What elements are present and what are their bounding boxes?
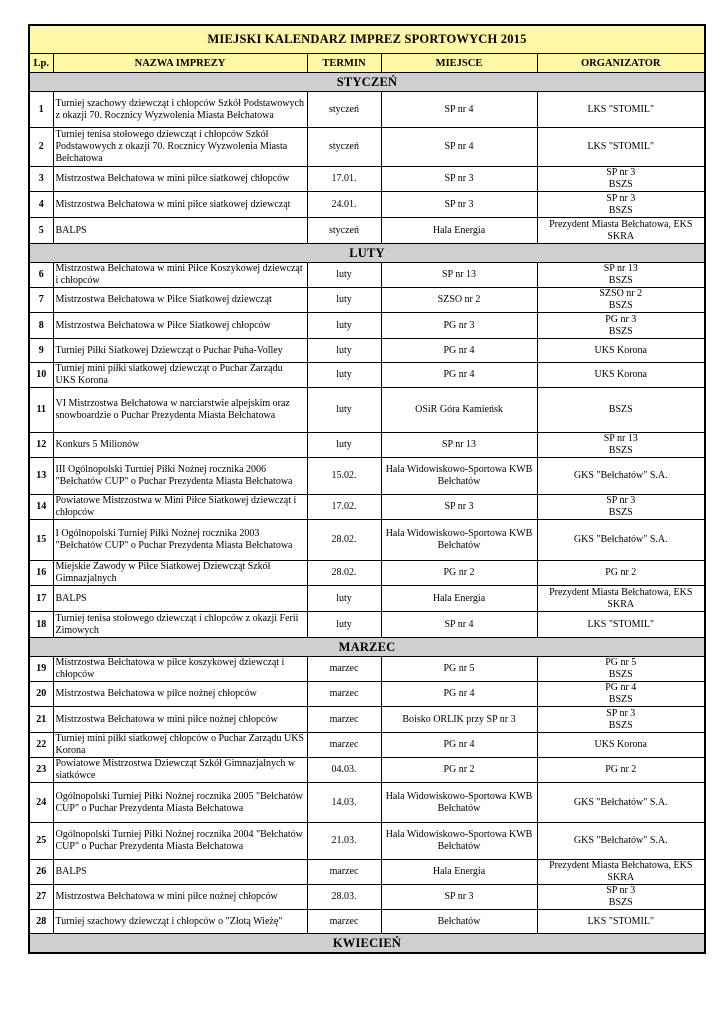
cell-place: PG nr 4	[381, 733, 537, 758]
header-term: TERMIN	[307, 54, 381, 73]
cell-event-name: Miejskie Zawody w Piłce Siatkowej Dziewcząt Szkół Gimnazjalnych	[53, 561, 307, 586]
cell-lp: 20	[29, 682, 53, 707]
cell-lp: 16	[29, 561, 53, 586]
cell-term: 28.02.	[307, 561, 381, 586]
cell-organizer: PG nr 2	[537, 561, 705, 586]
cell-event-name: Turniej mini piłki siatkowej chłopców o Puchar Zarządu UKS Korona	[53, 733, 307, 758]
document-title: MIEJSKI KALENDARZ IMPREZ SPORTOWYCH 2015	[29, 25, 705, 54]
table-row	[29, 128, 705, 167]
cell-place: Bełchatów	[381, 910, 537, 934]
cell-organizer: GKS "Bełchatów" S.A.	[537, 783, 705, 823]
cell-event-name: Ogólnopolski Turniej Piłki Nożnej rocznika 2005 "Bełchatów CUP" o Puchar Prezydenta Miasta Bełchatowa	[53, 783, 307, 823]
cell-lp: 7	[29, 288, 53, 313]
table-row	[29, 860, 705, 885]
cell-event-name: Mistrzostwa Bełchatowa w mini piłce nożnej chłopców	[53, 707, 307, 733]
table-row	[29, 218, 705, 244]
month-row	[29, 73, 705, 92]
table-row	[29, 458, 705, 495]
header-org: ORGANIZATOR	[537, 54, 705, 73]
cell-organizer: LKS "STOMIL"	[537, 612, 705, 638]
table-row	[29, 823, 705, 860]
cell-term: styczeń	[307, 218, 381, 244]
cell-place: SP nr 4	[381, 128, 537, 167]
cell-event-name: Mistrzostwa Bełchatowa w Piłce Siatkowej dziewcząt	[53, 288, 307, 313]
cell-place: PG nr 2	[381, 758, 537, 783]
cell-event-name: BALPS	[53, 586, 307, 612]
cell-event-name: Konkurs 5 Milionów	[53, 433, 307, 458]
cell-event-name: Turniej Piłki Siatkowej Dziewcząt o Puchar Puha-Volley	[53, 339, 307, 363]
cell-term: luty	[307, 363, 381, 388]
table-row	[29, 192, 705, 218]
cell-organizer: UKS Korona	[537, 733, 705, 758]
cell-event-name: Mistrzostwa Bełchatowa w piłce nożnej chłopców	[53, 682, 307, 707]
cell-term: 17.02.	[307, 495, 381, 520]
cell-lp: 3	[29, 167, 53, 192]
cell-event-name: Turniej tenisa stołowego dziewcząt i chłopców z okazji Ferii Zimowych	[53, 612, 307, 638]
cell-organizer: SP nr 3 BSZS	[537, 167, 705, 192]
cell-place: Hala Widowiskowo-Sportowa KWB Bełchatów	[381, 823, 537, 860]
cell-lp: 22	[29, 733, 53, 758]
cell-event-name: Turniej tenisa stołowego dziewcząt i chłopców Szkół Podstawowych z okazji 70. Rocznicy Wyzwolenia Miasta Bełchatowa	[53, 128, 307, 167]
cell-organizer: Prezydent Miasta Bełchatowa, EKS SKRA	[537, 586, 705, 612]
cell-event-name: Mistrzostwa Bełchatowa w mini piłce nożnej chłopców	[53, 885, 307, 910]
cell-lp: 13	[29, 458, 53, 495]
cell-organizer: BSZS	[537, 388, 705, 433]
table-row	[29, 313, 705, 339]
cell-term: marzec	[307, 707, 381, 733]
cell-organizer: SP nr 3 BSZS	[537, 495, 705, 520]
cell-place: Hala Widowiskowo-Sportowa KWB Bełchatów	[381, 520, 537, 561]
cell-place: Hala Widowiskowo-Sportowa KWB Bełchatów	[381, 458, 537, 495]
cell-place: PG nr 3	[381, 313, 537, 339]
cell-event-name: Turniej szachowy dziewcząt i chłopców o "Złotą Wieżę"	[53, 910, 307, 934]
table-row	[29, 885, 705, 910]
cell-lp: 28	[29, 910, 53, 934]
table-row	[29, 586, 705, 612]
cell-term: 14.03.	[307, 783, 381, 823]
cell-place: Hala Widowiskowo-Sportowa KWB Bełchatów	[381, 783, 537, 823]
table-row	[29, 339, 705, 363]
table-row	[29, 433, 705, 458]
cell-place: Hala Energia	[381, 860, 537, 885]
cell-place: SP nr 3	[381, 192, 537, 218]
cell-lp: 10	[29, 363, 53, 388]
cell-term: marzec	[307, 682, 381, 707]
cell-term: 21.03.	[307, 823, 381, 860]
cell-event-name: III Ogólnopolski Turniej Piłki Nożnej rocznika 2006 "Bełchatów CUP" o Puchar Prezydenta Miasta Bełchatowa	[53, 458, 307, 495]
cell-organizer: LKS "STOMIL"	[537, 910, 705, 934]
cell-lp: 6	[29, 263, 53, 288]
table-row	[29, 657, 705, 682]
table-body	[29, 73, 705, 954]
cell-organizer: GKS "Bełchatów" S.A.	[537, 520, 705, 561]
cell-lp: 21	[29, 707, 53, 733]
cell-place: SP nr 3	[381, 495, 537, 520]
cell-lp: 19	[29, 657, 53, 682]
table-row	[29, 495, 705, 520]
cell-organizer: SZSO nr 2 BSZS	[537, 288, 705, 313]
cell-event-name: Turniej szachowy dziewcząt i chłopców Szkół Podstawowych z okazji 70. Rocznicy Wyzwolenia Miasta Bełchatowa	[53, 92, 307, 128]
cell-event-name: Powiatowe Mistrzostwa w Mini Piłce Siatkowej dziewcząt i chłopców	[53, 495, 307, 520]
cell-term: 15.02.	[307, 458, 381, 495]
cell-term: 24.01.	[307, 192, 381, 218]
cell-event-name: Mistrzostwa Bełchatowa w mini piłce siatkowej dziewcząt	[53, 192, 307, 218]
cell-term: styczeń	[307, 128, 381, 167]
month-label: LUTY	[29, 244, 705, 263]
cell-organizer: GKS "Bełchatów" S.A.	[537, 458, 705, 495]
cell-organizer: SP nr 3 BSZS	[537, 192, 705, 218]
cell-term: 04.03.	[307, 758, 381, 783]
table-row	[29, 167, 705, 192]
cell-term: styczeń	[307, 92, 381, 128]
cell-lp: 8	[29, 313, 53, 339]
cell-lp: 17	[29, 586, 53, 612]
cell-term: luty	[307, 388, 381, 433]
cell-place: PG nr 2	[381, 561, 537, 586]
cell-place: Hala Energia	[381, 586, 537, 612]
header-name: NAZWA IMPREZY	[53, 54, 307, 73]
cell-event-name: BALPS	[53, 218, 307, 244]
cell-organizer: SP nr 3 BSZS	[537, 885, 705, 910]
cell-lp: 12	[29, 433, 53, 458]
cell-term: marzec	[307, 910, 381, 934]
cell-place: Boisko ORLIK przy SP nr 3	[381, 707, 537, 733]
cell-place: PG nr 5	[381, 657, 537, 682]
cell-lp: 2	[29, 128, 53, 167]
cell-lp: 24	[29, 783, 53, 823]
cell-term: luty	[307, 313, 381, 339]
table-row	[29, 707, 705, 733]
cell-organizer: GKS "Bełchatów" S.A.	[537, 823, 705, 860]
table-row	[29, 612, 705, 638]
cell-event-name: Turniej mini piłki siatkowej dziewcząt o Puchar Zarządu UKS Korona	[53, 363, 307, 388]
table-row	[29, 733, 705, 758]
cell-place: Hala Energia	[381, 218, 537, 244]
cell-term: marzec	[307, 733, 381, 758]
cell-lp: 23	[29, 758, 53, 783]
cell-term: marzec	[307, 860, 381, 885]
table-row	[29, 561, 705, 586]
month-row	[29, 934, 705, 954]
cell-organizer: Prezydent Miasta Bełchatowa, EKS SKRA	[537, 860, 705, 885]
table-row	[29, 263, 705, 288]
table-row	[29, 363, 705, 388]
month-label: KWIECIEŃ	[29, 934, 705, 954]
cell-organizer: PG nr 5 BSZS	[537, 657, 705, 682]
table-row	[29, 92, 705, 128]
cell-term: 28.03.	[307, 885, 381, 910]
cell-lp: 26	[29, 860, 53, 885]
cell-place: PG nr 4	[381, 363, 537, 388]
cell-event-name: Powiatowe Mistrzostwa Dziewcząt Szkół Gimnazjalnych w siatkówce	[53, 758, 307, 783]
cell-place: SP nr 13	[381, 433, 537, 458]
table-row	[29, 758, 705, 783]
month-label: MARZEC	[29, 638, 705, 657]
cell-place: SP nr 3	[381, 885, 537, 910]
cell-lp: 27	[29, 885, 53, 910]
cell-organizer: SP nr 13 BSZS	[537, 263, 705, 288]
month-row	[29, 244, 705, 263]
cell-event-name: Mistrzostwa Bełchatowa w mini piłce siatkowej chłopców	[53, 167, 307, 192]
table-row	[29, 388, 705, 433]
cell-term: 17.01.	[307, 167, 381, 192]
cell-lp: 9	[29, 339, 53, 363]
cell-term: 28.02.	[307, 520, 381, 561]
cell-place: PG nr 4	[381, 339, 537, 363]
month-row	[29, 638, 705, 657]
cell-organizer: Prezydent Miasta Bełchatowa, EKS SKRA	[537, 218, 705, 244]
cell-lp: 11	[29, 388, 53, 433]
cell-organizer: PG nr 3 BSZS	[537, 313, 705, 339]
cell-organizer: SP nr 13 BSZS	[537, 433, 705, 458]
cell-lp: 15	[29, 520, 53, 561]
cell-event-name: Mistrzostwa Bełchatowa w Piłce Siatkowej chłopców	[53, 313, 307, 339]
month-label: STYCZEŃ	[29, 73, 705, 92]
cell-organizer: SP nr 3 BSZS	[537, 707, 705, 733]
header-place: MIEJSCE	[381, 54, 537, 73]
cell-lp: 1	[29, 92, 53, 128]
cell-lp: 14	[29, 495, 53, 520]
cell-place: OSiR Góra Kamieńsk	[381, 388, 537, 433]
cell-organizer: UKS Korona	[537, 339, 705, 363]
cell-term: luty	[307, 433, 381, 458]
cell-place: SZSO nr 2	[381, 288, 537, 313]
cell-term: luty	[307, 339, 381, 363]
cell-event-name: Mistrzostwa Bełchatowa w mini Piłce Koszykowej dziewcząt i chłopców	[53, 263, 307, 288]
cell-term: luty	[307, 263, 381, 288]
cell-event-name: Ogólnopolski Turniej Piłki Nożnej rocznika 2004 "Bełchatów CUP" o Puchar Prezydenta Miasta Bełchatowa	[53, 823, 307, 860]
column-header-row	[29, 54, 705, 73]
cell-event-name: VI Mistrzostwa Bełchatowa w narciarstwie alpejskim oraz snowboardzie o Puchar Prezydenta Miasta Bełchatowa	[53, 388, 307, 433]
table-row	[29, 682, 705, 707]
cell-term: luty	[307, 612, 381, 638]
cell-event-name: BALPS	[53, 860, 307, 885]
cell-organizer: LKS "STOMIL"	[537, 92, 705, 128]
cell-term: marzec	[307, 657, 381, 682]
cell-place: SP nr 4	[381, 92, 537, 128]
cell-lp: 25	[29, 823, 53, 860]
cell-term: luty	[307, 586, 381, 612]
table-row	[29, 910, 705, 934]
cell-term: luty	[307, 288, 381, 313]
cell-event-name: Mistrzostwa Bełchatowa w piłce koszykowej dziewcząt i chłopców	[53, 657, 307, 682]
events-table	[28, 24, 706, 954]
cell-organizer: LKS "STOMIL"	[537, 128, 705, 167]
table-row	[29, 783, 705, 823]
cell-place: SP nr 4	[381, 612, 537, 638]
cell-place: PG nr 4	[381, 682, 537, 707]
header-lp: Lp.	[29, 54, 53, 73]
cell-organizer: UKS Korona	[537, 363, 705, 388]
table-row	[29, 520, 705, 561]
cell-lp: 18	[29, 612, 53, 638]
cell-place: SP nr 3	[381, 167, 537, 192]
cell-organizer: PG nr 2	[537, 758, 705, 783]
cell-place: SP nr 13	[381, 263, 537, 288]
calendar-sheet	[28, 24, 704, 954]
table-row	[29, 288, 705, 313]
cell-lp: 4	[29, 192, 53, 218]
cell-organizer: PG nr 4 BSZS	[537, 682, 705, 707]
cell-lp: 5	[29, 218, 53, 244]
cell-event-name: I Ogólnopolski Turniej Piłki Nożnej rocznika 2003 "Bełchatów CUP" o Puchar Prezydenta Miasta Bełchatowa	[53, 520, 307, 561]
